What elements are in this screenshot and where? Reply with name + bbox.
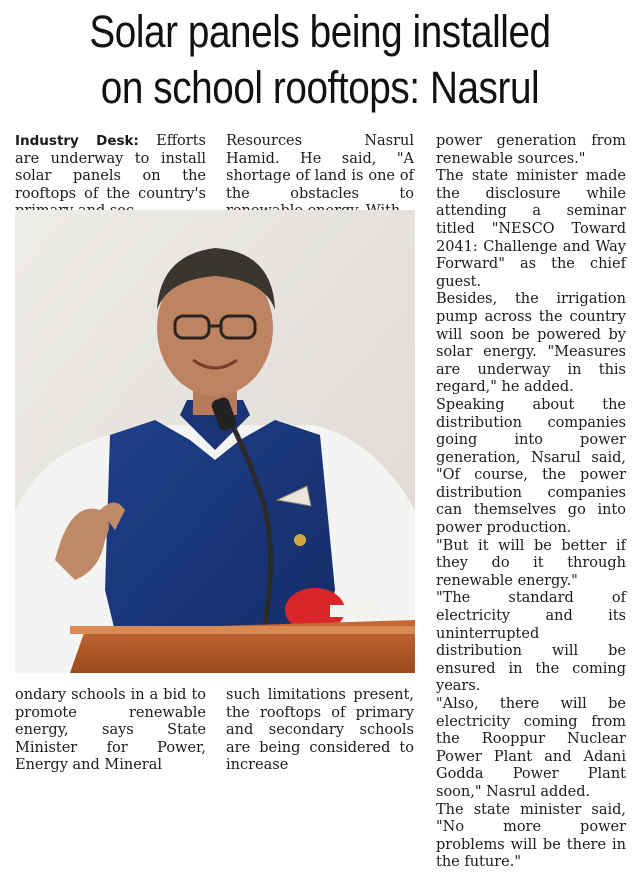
column-3-paragraph: "But it will be better if they do it through renewable energy." — [436, 537, 626, 589]
column-3-paragraph: The state minister said, "No more power problems will be there in the future." — [436, 801, 626, 871]
column-1-top-text: Efforts are underway to install solar panels on the rooftops of the country's — [15, 133, 206, 202]
column-3-paragraph: The state minister made the disclosure while attending a seminar titled "NESCO Toward 2041: Challenge and Way Forward" as the chief guest. — [436, 168, 626, 290]
column-3 — [436, 133, 626, 872]
column-1-top — [15, 133, 206, 221]
column-3-paragraph: "The standard of electricity and its uninterrupted distribution will be ensured in the coming years. — [436, 590, 626, 695]
column-1-bottom — [15, 687, 206, 775]
byline: Industry Desk: — [15, 133, 139, 149]
column-3-paragraph: Speaking about the distribution companies going into power generation, Nsarul said, "Of course, the power distribution companies can themselves go into power production. — [436, 396, 626, 537]
column-2-top-text: Resources Nasrul Hamid. He said, "A shortage of land is one of the obstacles to — [226, 133, 414, 202]
column-3-paragraph: Besides, the irrigation pump across the country will soon be powered by solar energy. "Measures are underway in this regard," he added. — [436, 291, 626, 396]
minister-photo-illustration — [15, 210, 415, 673]
minister-photo — [15, 210, 415, 673]
column-3-paragraph: "Also, there will be electricity coming from the Rooppur Nuclear Power Plant and Adani Godda Power Plant soon," Nasrul added. — [436, 696, 626, 800]
column-2-bottom — [226, 687, 414, 775]
headline-line-2: on school rooftops: Nasrul — [100, 62, 540, 113]
headline — [45, 4, 595, 116]
column-3-paragraph: power generation from renewable sources." — [436, 133, 626, 167]
column-2-top — [226, 133, 414, 221]
column-1-bottom-text: ondary schools in a bid to promote renewable energy, says State Minister for Power, Energy and Mineral — [15, 687, 206, 774]
column-2-bottom-text: such limitations present, the rooftops of primary and secondary schools are being considered to increase — [226, 687, 414, 774]
headline-line-1: Solar panels being installed — [89, 6, 551, 57]
